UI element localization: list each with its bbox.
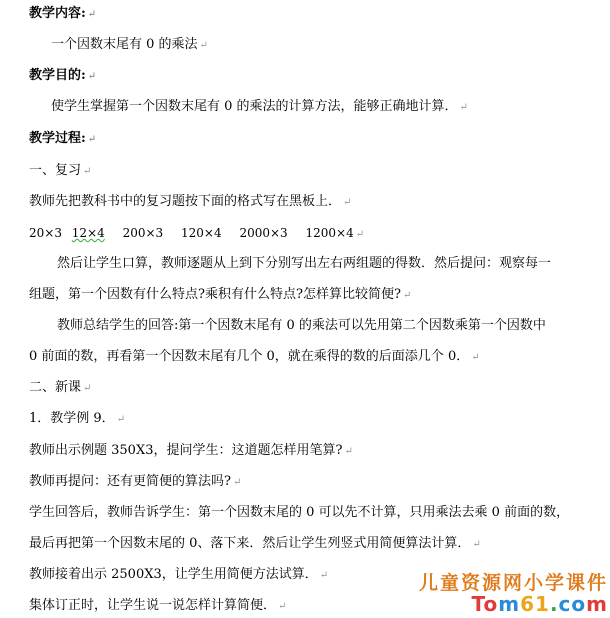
example-title	[29, 411, 125, 428]
watermark-part: co	[558, 592, 587, 616]
paragraph-mark: ↵	[87, 134, 97, 145]
exercise-item: 120×4	[181, 226, 222, 240]
example-title-text: 1．教学例 9．	[29, 411, 115, 426]
watermark-domain	[472, 592, 608, 616]
watermark-part: 61	[520, 592, 550, 616]
example-line-4	[29, 536, 481, 553]
review-exercises	[29, 225, 364, 243]
goal-text	[51, 99, 468, 116]
example-line-3	[29, 505, 569, 521]
watermark-part: To	[471, 592, 499, 616]
site-watermark-logo	[396, 568, 610, 618]
watermark-title: 儿童资源网小学课件	[418, 572, 608, 594]
watermark-part: m	[586, 592, 608, 616]
section-new-heading	[29, 380, 91, 397]
paragraph-mark: ↵	[402, 290, 412, 301]
review-paragraph-2-line-2	[29, 349, 480, 366]
example-line-6	[29, 598, 286, 615]
heading-teaching-process	[29, 131, 96, 148]
exercise-item: 200×3	[122, 226, 164, 240]
exercise-item: 12×4	[71, 226, 105, 240]
paragraph-text: 0 前面的数，再看第一个因数末尾有几个 0，就在乘得的数的后面添几个 0．	[29, 349, 470, 364]
paragraph-mark: ↵	[116, 414, 126, 425]
paragraph-text: 组题，第一个因数有什么特点?乘积有什么特点?怎样算比较简便?	[29, 287, 401, 302]
content-text-value: 一个因数末尾有 0 的乘法	[51, 37, 198, 52]
paragraph-text: 教师总结学生的回答:第一个因数末尾有 0 的乘法可以先用第二个因数乘第一个因数中	[57, 318, 546, 333]
paragraph-mark: ↵	[459, 102, 468, 113]
paragraph-text: 教师接着出示 2500X3，让学生用简便方法试算．	[29, 567, 318, 582]
paragraph-mark: ↵	[232, 477, 242, 488]
paragraph-text: 教师再提问：还有更简便的算法吗?	[29, 474, 231, 489]
section-title: 一、复习	[29, 163, 82, 178]
heading-teaching-content	[29, 6, 96, 23]
section-review-heading	[29, 163, 91, 180]
exercise-item: 20×3	[29, 226, 62, 240]
paragraph-mark: ↵	[355, 229, 365, 240]
content-text	[51, 37, 208, 54]
review-paragraph-1-line-2	[29, 287, 411, 304]
paragraph-text: 然后让学生口算，教师逐题从上到下分别写出左右两组题的得数．然后提问：观察每一	[57, 256, 552, 271]
example-line-2	[29, 474, 241, 491]
paragraph-text: 教师出示例题 350X3，提问学生：这道题怎样用笔算?	[29, 443, 343, 458]
example-line-1	[29, 443, 353, 460]
exercise-item: 1200×4	[305, 226, 354, 240]
review-paragraph-2-line-1	[57, 318, 546, 334]
watermark-part: .	[549, 592, 559, 616]
review-intro-text: 教师先把教科书中的复习题按下面的格式写在黑板上．	[29, 194, 342, 209]
watermark-part: m	[498, 592, 521, 616]
paragraph-mark: ↵	[319, 570, 329, 581]
heading-text: 教学内容:	[29, 6, 86, 21]
heading-text: 教学过程:	[29, 131, 86, 146]
paragraph-text: 集体订正时，让学生说一说怎样计算简便．	[29, 598, 277, 613]
paragraph-text: 学生回答后，教师告诉学生：第一个因数末尾的 0 可以先不计算，只用乘法去乘 0 前面的数，	[29, 505, 570, 520]
example-line-5	[29, 567, 328, 584]
paragraph-mark: ↵	[472, 539, 481, 550]
paragraph-text: 最后再把第一个因数末尾的 0、落下来．然后让学生列竖式用简便算法计算．	[29, 536, 471, 551]
paragraph-mark: ↵	[278, 601, 287, 612]
paragraph-mark: ↵	[471, 352, 480, 363]
paragraph-mark: ↵	[83, 383, 92, 394]
section-title: 二、新课	[29, 380, 82, 395]
paragraph-mark: ↵	[87, 9, 97, 20]
paragraph-mark: ↵	[344, 446, 353, 457]
exercise-item: 2000×3	[239, 226, 288, 240]
goal-text-value: 使学生掌握第一个因数末尾有 0 的乘法的计算方法，能够正确地计算．	[51, 99, 458, 114]
paragraph-mark: ↵	[83, 166, 92, 177]
heading-text: 教学目的:	[29, 68, 86, 83]
review-paragraph-1-line-1	[57, 256, 551, 272]
heading-teaching-goal	[29, 68, 96, 85]
paragraph-mark: ↵	[199, 40, 208, 51]
review-intro	[29, 194, 351, 211]
paragraph-mark: ↵	[87, 71, 97, 82]
paragraph-mark: ↵	[343, 197, 352, 208]
